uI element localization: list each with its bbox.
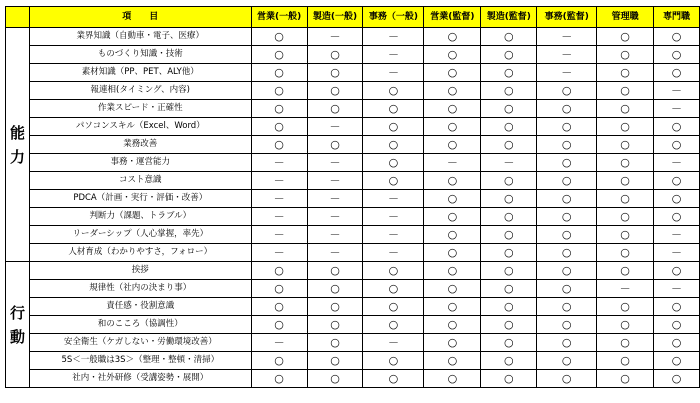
mark-cell: ○ xyxy=(654,334,700,352)
mark-cell: ○ xyxy=(481,28,537,46)
mark-cell: ○ xyxy=(597,208,654,226)
table-row xyxy=(6,82,700,100)
table-row xyxy=(6,154,700,172)
item-label-cell: PDCA（計画・実行・評価・改善） xyxy=(29,190,251,208)
mark-cell: ○ xyxy=(481,136,537,154)
mark-cell: ○ xyxy=(537,244,597,262)
header-col-manufacturing-supervisor: 製造(監督) xyxy=(481,7,537,28)
mark-cell: ○ xyxy=(307,370,363,388)
mark-cell: － xyxy=(654,100,700,118)
mark-cell: ○ xyxy=(597,118,654,136)
mark-cell: ○ xyxy=(481,190,537,208)
mark-cell: ○ xyxy=(424,370,481,388)
mark-cell: － xyxy=(537,46,597,64)
mark-cell: ○ xyxy=(424,334,481,352)
item-label-cell: リーダーシップ（人心掌握，率先） xyxy=(29,226,251,244)
table-row xyxy=(6,118,700,136)
mark-cell: － xyxy=(537,28,597,46)
mark-cell: ○ xyxy=(363,280,424,298)
mark-cell: ○ xyxy=(597,226,654,244)
mark-cell: － xyxy=(251,244,307,262)
mark-cell: ○ xyxy=(481,100,537,118)
mark-cell: ○ xyxy=(654,352,700,370)
mark-cell: ○ xyxy=(307,136,363,154)
mark-cell: ○ xyxy=(363,172,424,190)
mark-cell: － xyxy=(307,118,363,136)
mark-cell: ○ xyxy=(424,226,481,244)
mark-cell: ○ xyxy=(537,262,597,280)
mark-cell: ○ xyxy=(654,46,700,64)
table-row xyxy=(6,298,700,316)
mark-cell: ○ xyxy=(597,244,654,262)
mark-cell: ○ xyxy=(251,370,307,388)
item-label-cell: 報連相(タイミング、内容) xyxy=(29,82,251,100)
mark-cell: ○ xyxy=(537,154,597,172)
mark-cell: ○ xyxy=(654,370,700,388)
item-label-cell: コスト意識 xyxy=(29,172,251,190)
mark-cell: ○ xyxy=(363,136,424,154)
mark-cell: ○ xyxy=(251,352,307,370)
mark-cell: ○ xyxy=(537,334,597,352)
mark-cell: ○ xyxy=(481,352,537,370)
mark-cell: ○ xyxy=(481,226,537,244)
category-cell: 行 動 xyxy=(6,262,30,388)
item-label-cell: ものづくり知識・技術 xyxy=(29,46,251,64)
mark-cell: ○ xyxy=(537,136,597,154)
mark-cell: ○ xyxy=(597,172,654,190)
item-label-cell: 社内・社外研修（受講姿勢・展開） xyxy=(29,370,251,388)
mark-cell: ○ xyxy=(424,262,481,280)
mark-cell: ○ xyxy=(597,298,654,316)
mark-cell: ○ xyxy=(537,280,597,298)
mark-cell: ○ xyxy=(537,208,597,226)
item-label-cell: 業界知識（自動車・電子、医療） xyxy=(29,28,251,46)
mark-cell: － xyxy=(363,226,424,244)
mark-cell: － xyxy=(424,154,481,172)
mark-cell: ○ xyxy=(424,244,481,262)
table-row xyxy=(6,190,700,208)
mark-cell: － xyxy=(363,244,424,262)
mark-cell: － xyxy=(481,154,537,172)
table-row xyxy=(6,28,700,46)
mark-cell: － xyxy=(363,208,424,226)
mark-cell: ○ xyxy=(424,352,481,370)
mark-cell: ○ xyxy=(424,316,481,334)
mark-cell: ○ xyxy=(654,190,700,208)
mark-cell: － xyxy=(654,280,700,298)
header-col-office-supervisor: 事務(監督) xyxy=(537,7,597,28)
mark-cell: ○ xyxy=(654,118,700,136)
item-label-cell: 素材知識（PP、PET、ALY他） xyxy=(29,64,251,82)
mark-cell: ○ xyxy=(307,46,363,64)
header-col-management: 管理職 xyxy=(597,7,654,28)
mark-cell: ○ xyxy=(251,262,307,280)
mark-cell: ○ xyxy=(481,82,537,100)
mark-cell: ○ xyxy=(481,316,537,334)
mark-cell: ○ xyxy=(537,370,597,388)
mark-cell: － xyxy=(307,28,363,46)
mark-cell: ○ xyxy=(654,64,700,82)
mark-cell: － xyxy=(251,226,307,244)
table-body xyxy=(6,28,700,388)
header-col-sales-supervisor: 営業(監督) xyxy=(424,7,481,28)
mark-cell: ○ xyxy=(481,280,537,298)
mark-cell: ○ xyxy=(251,64,307,82)
mark-cell: ○ xyxy=(537,316,597,334)
item-label-cell: 規律性（社内の決まり事） xyxy=(29,280,251,298)
mark-cell: ○ xyxy=(537,100,597,118)
mark-cell: － xyxy=(537,64,597,82)
table-row xyxy=(6,316,700,334)
mark-cell: － xyxy=(251,208,307,226)
mark-cell: － xyxy=(363,334,424,352)
mark-cell: ○ xyxy=(424,208,481,226)
mark-cell: ○ xyxy=(597,352,654,370)
mark-cell: ○ xyxy=(307,352,363,370)
mark-cell: ○ xyxy=(363,352,424,370)
mark-cell: ○ xyxy=(424,172,481,190)
header-row xyxy=(6,7,700,28)
mark-cell: ○ xyxy=(251,46,307,64)
competency-matrix-table xyxy=(5,6,700,388)
mark-cell: ○ xyxy=(251,100,307,118)
mark-cell: ○ xyxy=(363,100,424,118)
table-row xyxy=(6,262,700,280)
mark-cell: ○ xyxy=(307,262,363,280)
mark-cell: － xyxy=(363,190,424,208)
item-label-cell: 挨拶 xyxy=(29,262,251,280)
mark-cell: － xyxy=(251,334,307,352)
table-row xyxy=(6,46,700,64)
mark-cell: － xyxy=(307,190,363,208)
mark-cell: － xyxy=(307,226,363,244)
mark-cell: － xyxy=(251,154,307,172)
mark-cell: ○ xyxy=(537,226,597,244)
mark-cell: ○ xyxy=(654,208,700,226)
mark-cell: ○ xyxy=(363,118,424,136)
item-label-cell: 人材育成（わかりやすさ，フォロー） xyxy=(29,244,251,262)
mark-cell: － xyxy=(251,172,307,190)
mark-cell: ○ xyxy=(424,190,481,208)
mark-cell: － xyxy=(363,28,424,46)
mark-cell: ○ xyxy=(307,316,363,334)
table-row xyxy=(6,208,700,226)
mark-cell: ○ xyxy=(597,46,654,64)
mark-cell: ○ xyxy=(424,28,481,46)
mark-cell: ○ xyxy=(481,118,537,136)
header-col-sales-general: 営業(一般) xyxy=(251,7,307,28)
mark-cell: ○ xyxy=(597,28,654,46)
item-label-cell: 作業スピード・正確性 xyxy=(29,100,251,118)
item-label-cell: 責任感・役割意識 xyxy=(29,298,251,316)
mark-cell: ○ xyxy=(597,100,654,118)
mark-cell: ○ xyxy=(363,154,424,172)
table-row xyxy=(6,334,700,352)
item-label-cell: 事務・運営能力 xyxy=(29,154,251,172)
mark-cell: ○ xyxy=(537,352,597,370)
table-row xyxy=(6,64,700,82)
mark-cell: ○ xyxy=(251,118,307,136)
mark-cell: ○ xyxy=(363,370,424,388)
item-label-cell: 判断力（課題、トラブル） xyxy=(29,208,251,226)
header-item-cell: 項 目 xyxy=(29,7,251,28)
item-label-cell: 業務改善 xyxy=(29,136,251,154)
mark-cell: ○ xyxy=(597,334,654,352)
mark-cell: － xyxy=(654,244,700,262)
mark-cell: ○ xyxy=(481,208,537,226)
table-row xyxy=(6,370,700,388)
mark-cell: ○ xyxy=(424,118,481,136)
item-label-cell: パソコンスキル（Excel、Word） xyxy=(29,118,251,136)
mark-cell: ○ xyxy=(597,370,654,388)
mark-cell: ○ xyxy=(654,316,700,334)
mark-cell: ○ xyxy=(424,82,481,100)
mark-cell: ○ xyxy=(654,28,700,46)
mark-cell: ○ xyxy=(654,136,700,154)
mark-cell: ○ xyxy=(363,262,424,280)
mark-cell: ○ xyxy=(251,82,307,100)
mark-cell: ○ xyxy=(537,172,597,190)
mark-cell: － xyxy=(363,46,424,64)
mark-cell: ○ xyxy=(481,64,537,82)
mark-cell: － xyxy=(654,226,700,244)
table-row xyxy=(6,244,700,262)
mark-cell: － xyxy=(307,172,363,190)
mark-cell: － xyxy=(597,280,654,298)
mark-cell: ○ xyxy=(251,280,307,298)
mark-cell: ○ xyxy=(363,316,424,334)
mark-cell: ○ xyxy=(597,82,654,100)
mark-cell: ○ xyxy=(424,136,481,154)
mark-cell: ○ xyxy=(481,334,537,352)
mark-cell: ○ xyxy=(481,370,537,388)
mark-cell: ○ xyxy=(537,118,597,136)
mark-cell: ○ xyxy=(307,334,363,352)
mark-cell: ○ xyxy=(481,298,537,316)
mark-cell: ○ xyxy=(307,100,363,118)
mark-cell: ○ xyxy=(537,298,597,316)
table-row xyxy=(6,136,700,154)
mark-cell: ○ xyxy=(481,244,537,262)
mark-cell: ○ xyxy=(597,316,654,334)
mark-cell: ○ xyxy=(363,82,424,100)
mark-cell: ○ xyxy=(307,64,363,82)
header-col-manufacturing-general: 製造(一般) xyxy=(307,7,363,28)
mark-cell: ○ xyxy=(597,190,654,208)
item-label-cell: 安全衛生（ケガしない・労働環境改善） xyxy=(29,334,251,352)
category-cell: 能 力 xyxy=(6,28,30,262)
mark-cell: ○ xyxy=(363,298,424,316)
header-col-specialist: 専門職 xyxy=(654,7,700,28)
mark-cell: ○ xyxy=(251,316,307,334)
mark-cell: ○ xyxy=(424,280,481,298)
mark-cell: ○ xyxy=(654,298,700,316)
mark-cell: ○ xyxy=(307,82,363,100)
mark-cell: ○ xyxy=(307,280,363,298)
mark-cell: － xyxy=(307,154,363,172)
mark-cell: ○ xyxy=(537,190,597,208)
mark-cell: ○ xyxy=(251,136,307,154)
mark-cell: － xyxy=(654,82,700,100)
mark-cell: ○ xyxy=(481,172,537,190)
table-row xyxy=(6,100,700,118)
mark-cell: － xyxy=(363,64,424,82)
mark-cell: ○ xyxy=(424,100,481,118)
header-col-office-general: 事務（一般) xyxy=(363,7,424,28)
header-corner-cell xyxy=(6,7,30,28)
mark-cell: ○ xyxy=(654,262,700,280)
mark-cell: － xyxy=(251,190,307,208)
item-label-cell: 5S＜一般職は3S＞（整理・整頓・清掃） xyxy=(29,352,251,370)
table-row xyxy=(6,352,700,370)
mark-cell: ○ xyxy=(597,64,654,82)
mark-cell: ○ xyxy=(597,154,654,172)
item-label-cell: 和のこころ（協調性） xyxy=(29,316,251,334)
mark-cell: ○ xyxy=(481,262,537,280)
mark-cell: ○ xyxy=(251,298,307,316)
mark-cell: － xyxy=(307,244,363,262)
table-row xyxy=(6,280,700,298)
mark-cell: ○ xyxy=(251,28,307,46)
mark-cell: ○ xyxy=(424,64,481,82)
mark-cell: ○ xyxy=(307,298,363,316)
mark-cell: ○ xyxy=(537,82,597,100)
mark-cell: ○ xyxy=(424,46,481,64)
mark-cell: － xyxy=(654,154,700,172)
table-row xyxy=(6,172,700,190)
mark-cell: ○ xyxy=(597,136,654,154)
mark-cell: ○ xyxy=(597,262,654,280)
mark-cell: － xyxy=(307,208,363,226)
mark-cell: ○ xyxy=(424,298,481,316)
table-row xyxy=(6,226,700,244)
mark-cell: ○ xyxy=(481,46,537,64)
mark-cell: ○ xyxy=(654,172,700,190)
